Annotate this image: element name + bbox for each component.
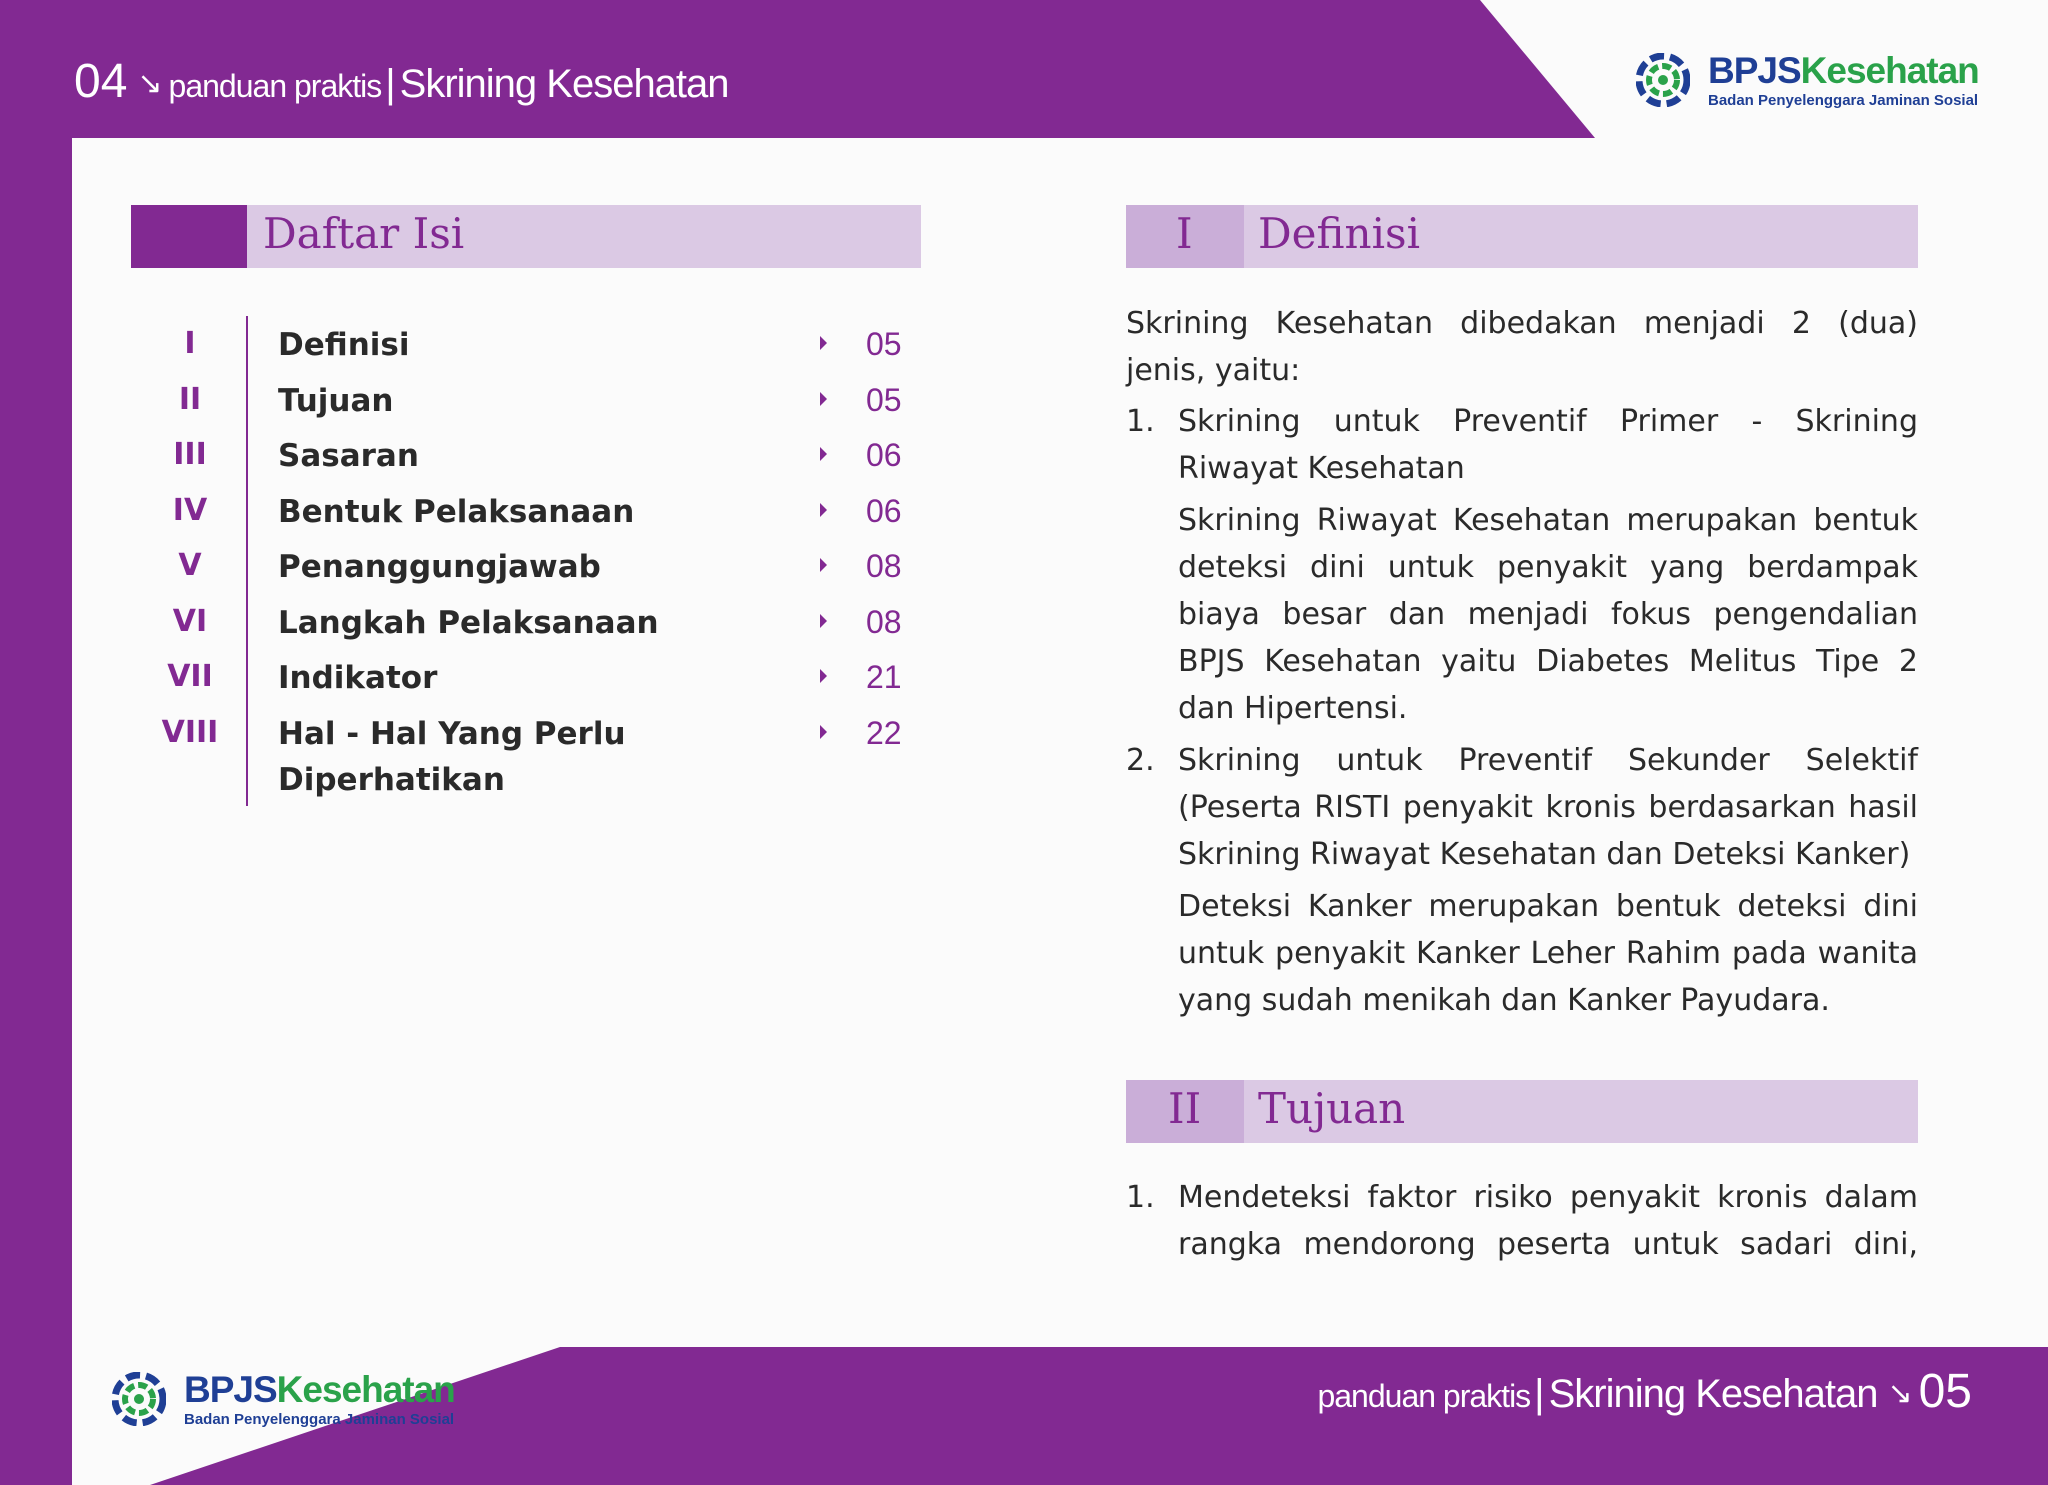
- list-item-description: Skrining Riwayat Kesehatan merupakan bentuk deteksi dini untuk penyakit yang berdampak biaya besar dan menjadi fokus pengendalian BPJS Kesehatan yaitu Diabetes Melitus Tipe 2 dan Hipertensi.: [1178, 503, 1918, 726]
- brand-subtitle: Badan Penyelenggara Jaminan Sosial: [1708, 92, 1979, 109]
- brand-bpjs: BPJS: [1708, 50, 1801, 91]
- list-number: 1.: [1126, 404, 1155, 439]
- header-title: Skrining Kesehatan: [399, 62, 729, 106]
- toc-roman: II: [178, 382, 202, 417]
- arrow-icon: ↘: [137, 67, 163, 100]
- list-item-title: Skrining untuk Preventif Primer - Skrining Riwayat Kesehatan: [1178, 404, 1918, 486]
- toc-heading-bar: [131, 205, 921, 268]
- toc-label: Bentuk Pelaksanaan: [278, 494, 635, 530]
- toc-page: 22: [866, 715, 902, 751]
- toc-page: 05: [866, 326, 902, 362]
- bpjs-logo: [1636, 52, 1979, 108]
- section-number: II: [1168, 1084, 1202, 1133]
- toc-label: Indikator: [278, 660, 438, 696]
- list-item-description: Deteksi Kanker merupakan bentuk deteksi dini untuk penyakit Kanker Leher Rahim pada wanita yang sudah menikah dan Kanker Payudara.: [1178, 889, 1918, 1018]
- toc-item-definisi[interactable]: [160, 322, 920, 378]
- arrow-icon: ↘: [1887, 1377, 1913, 1410]
- triangle-right-icon: [820, 392, 827, 406]
- triangle-right-icon: [820, 669, 827, 683]
- toc-page: 06: [866, 493, 902, 529]
- triangle-right-icon: [820, 503, 827, 517]
- toc-item-hal-hal-yang-perlu-diperhatikan[interactable]: [160, 711, 920, 811]
- brand-subtitle: Badan Penyelenggara Jaminan Sosial: [184, 1411, 455, 1428]
- page-header: [74, 54, 729, 109]
- toc-roman: III: [173, 437, 207, 472]
- toc-item-indikator[interactable]: [160, 655, 920, 711]
- section-title: Definisi: [1258, 209, 1421, 258]
- triangle-right-icon: [820, 447, 827, 461]
- toc-item-langkah-pelaksanaan[interactable]: [160, 600, 920, 656]
- toc-roman: VI: [172, 604, 208, 639]
- list-item-title: Skrining untuk Preventif Sekunder Selektif (Peserta RISTI penyakit kronis berdasarkan hasil Skrining Riwayat Kesehatan dan Deteksi Kanker): [1178, 743, 1918, 872]
- bpjs-logo-footer: [112, 1371, 455, 1427]
- triangle-right-icon: [820, 725, 827, 739]
- toc-roman: I: [184, 326, 196, 361]
- triangle-right-icon: [820, 558, 827, 572]
- triangle-right-icon: [820, 336, 827, 350]
- toc-heading: Daftar Isi: [263, 209, 465, 258]
- toc-roman: VIII: [161, 715, 219, 750]
- toc-item-bentuk-pelaksanaan[interactable]: [160, 489, 920, 545]
- footer-title: Skrining Kesehatan: [1548, 1372, 1878, 1416]
- toc-page: 08: [866, 548, 902, 584]
- toc-label: Langkah Pelaksanaan: [278, 605, 659, 641]
- brand-bpjs: BPJS: [184, 1369, 277, 1410]
- brand-kesehatan: Kesehatan: [1800, 50, 1979, 91]
- list-number: 1.: [1126, 1180, 1155, 1215]
- toc-label: Penanggungjawab: [278, 549, 601, 585]
- toc-page: 05: [866, 382, 902, 418]
- toc-roman: VII: [167, 659, 213, 694]
- toc-page: 21: [866, 659, 902, 695]
- toc-label: Sasaran: [278, 438, 419, 474]
- page-number: 05: [1918, 1365, 1972, 1418]
- guide-label: panduan praktis: [1317, 1378, 1531, 1414]
- section-title: Tujuan: [1258, 1084, 1406, 1133]
- separator: |: [1534, 1372, 1545, 1416]
- toc-label: Tujuan: [278, 383, 394, 419]
- toc-page: 08: [866, 604, 902, 640]
- toc-item-sasaran[interactable]: [160, 433, 920, 489]
- triangle-right-icon: [820, 614, 827, 628]
- toc-label: Definisi: [278, 327, 410, 363]
- section-heading-bar-definisi: [1126, 205, 1918, 268]
- page-footer: [1317, 1364, 1972, 1419]
- toc-item-tujuan[interactable]: [160, 378, 920, 434]
- section-intro: Skrining Kesehatan dibedakan menjadi 2 (dua) jenis, yaitu:: [1126, 306, 1918, 388]
- toc-heading-tab: [131, 205, 247, 268]
- toc-item-penanggungjawab[interactable]: [160, 544, 920, 600]
- bpjs-emblem-icon: [112, 1372, 166, 1426]
- separator: |: [385, 62, 396, 106]
- list-number: 2.: [1126, 743, 1155, 778]
- toc-roman: IV: [172, 493, 208, 528]
- toc-page: 06: [866, 437, 902, 473]
- page-number: 04: [74, 55, 128, 108]
- bpjs-emblem-icon: [1636, 53, 1690, 107]
- left-strip: [0, 0, 72, 1485]
- section-heading-bar-tujuan: [1126, 1080, 1918, 1143]
- guide-label: panduan praktis: [168, 68, 382, 104]
- brand-kesehatan: Kesehatan: [276, 1369, 455, 1410]
- toc-roman: V: [178, 548, 202, 583]
- list-item-text: Mendeteksi faktor risiko penyakit kronis dalam rangka mendorong peserta untuk sadari dini,: [1178, 1180, 1918, 1262]
- toc-label: Hal - Hal Yang Perlu: [278, 716, 626, 752]
- section-number: I: [1176, 209, 1193, 258]
- toc-label-line2: Diperhatikan: [278, 762, 505, 798]
